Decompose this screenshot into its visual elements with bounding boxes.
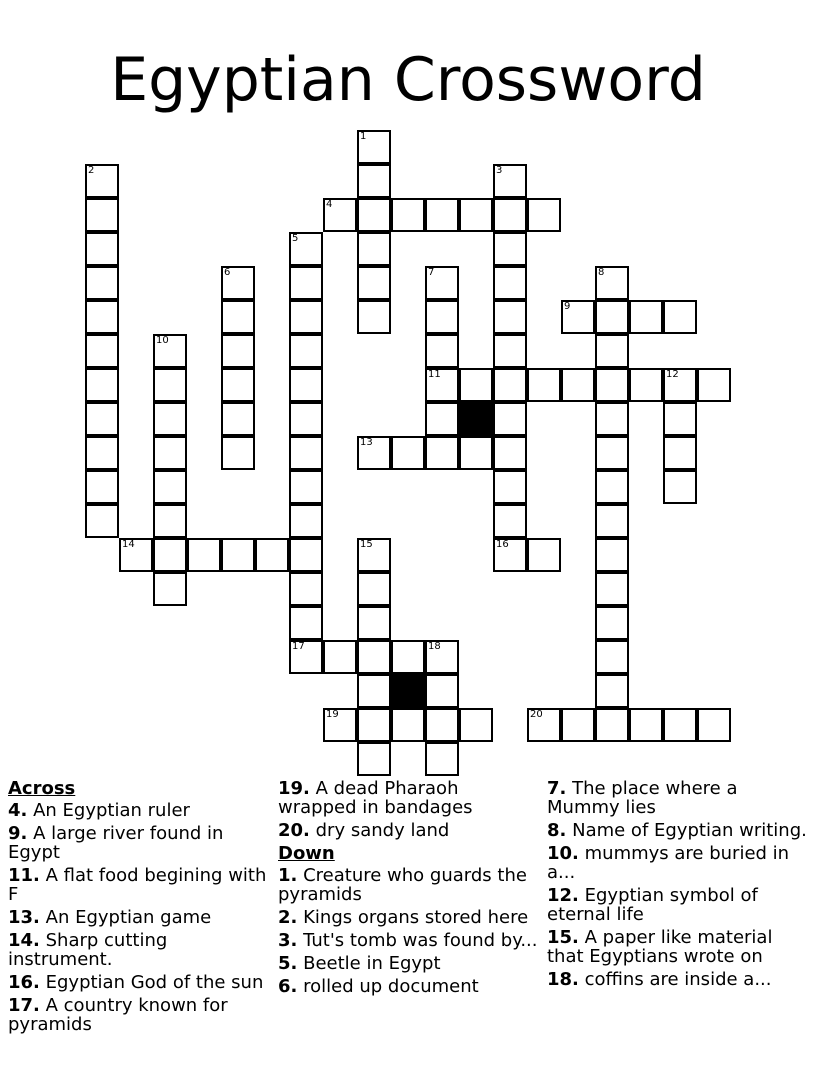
- clue-item: [8, 801, 270, 820]
- clue-number-label: 6.: [278, 976, 298, 997]
- clue-number-label: 17.: [8, 995, 40, 1016]
- clue-item: [278, 977, 540, 996]
- grid-cell[interactable]: [289, 504, 323, 538]
- clue-text: Kings organs stored here: [303, 907, 529, 928]
- clue-text: dry sandy land: [315, 820, 450, 841]
- grid-cell[interactable]: [663, 368, 697, 402]
- clue-number-label: 8.: [547, 820, 567, 841]
- clue-text: Tut's tomb was found by...: [303, 930, 538, 951]
- grid-cell[interactable]: [595, 300, 629, 334]
- grid-cell[interactable]: [595, 470, 629, 504]
- grid-cell[interactable]: [357, 300, 391, 334]
- grid-cell[interactable]: [119, 538, 153, 572]
- grid-cell[interactable]: [357, 708, 391, 742]
- grid-cell[interactable]: [153, 572, 187, 606]
- black-square: [391, 674, 425, 708]
- grid-cell[interactable]: [493, 470, 527, 504]
- clue-text: coffins are inside a...: [584, 969, 772, 990]
- grid-cell[interactable]: [425, 198, 459, 232]
- grid-cell[interactable]: [493, 402, 527, 436]
- clue-number: 7: [428, 267, 435, 278]
- grid-cell[interactable]: [595, 674, 629, 708]
- clue-number-label: 19.: [278, 778, 310, 799]
- grid-cell[interactable]: [425, 266, 459, 300]
- grid-cell[interactable]: [527, 708, 561, 742]
- clue-number: 20: [530, 709, 543, 720]
- grid-cell[interactable]: [697, 368, 731, 402]
- grid-cell[interactable]: [357, 640, 391, 674]
- grid-cell[interactable]: [595, 436, 629, 470]
- grid-cell[interactable]: [493, 368, 527, 402]
- grid-cell[interactable]: [663, 708, 697, 742]
- grid-cell[interactable]: [187, 538, 221, 572]
- grid-cell[interactable]: [629, 368, 663, 402]
- clue-item: [8, 931, 270, 969]
- grid-cell[interactable]: [85, 334, 119, 368]
- clue-number: 14: [122, 539, 135, 550]
- clue-item: [547, 886, 809, 924]
- grid-cell[interactable]: [595, 606, 629, 640]
- grid-cell[interactable]: [221, 436, 255, 470]
- black-square: [459, 402, 493, 436]
- clue-number-label: 18.: [547, 969, 579, 990]
- clue-text: Creature who guards the pyramids: [278, 865, 527, 905]
- clue-number-label: 20.: [278, 820, 310, 841]
- grid-cell[interactable]: [221, 368, 255, 402]
- grid-cell[interactable]: [595, 538, 629, 572]
- grid-cell[interactable]: [595, 572, 629, 606]
- clue-number-label: 1.: [278, 865, 298, 886]
- grid-cell[interactable]: [595, 504, 629, 538]
- clue-text: Egyptian symbol of eternal life: [547, 885, 758, 925]
- grid-cell[interactable]: [357, 198, 391, 232]
- clue-number: 1: [360, 131, 367, 142]
- clue-item: [547, 928, 809, 966]
- grid-cell[interactable]: [493, 198, 527, 232]
- grid-cell[interactable]: [629, 300, 663, 334]
- grid-cell[interactable]: [323, 708, 357, 742]
- grid-cell[interactable]: [697, 708, 731, 742]
- grid-cell[interactable]: [221, 402, 255, 436]
- clue-number-label: 15.: [547, 927, 579, 948]
- grid-cell[interactable]: [425, 300, 459, 334]
- clue-number: 13: [360, 437, 373, 448]
- grid-cell[interactable]: [357, 436, 391, 470]
- grid-cell[interactable]: [595, 708, 629, 742]
- clue-item: [278, 866, 540, 904]
- grid-cell[interactable]: [85, 402, 119, 436]
- grid-cell[interactable]: [391, 198, 425, 232]
- clues-column-3: [547, 779, 809, 993]
- clue-text: An Egyptian game: [45, 907, 212, 928]
- grid-cell[interactable]: [459, 198, 493, 232]
- clue-number-label: 5.: [278, 953, 298, 974]
- clue-item: [278, 954, 540, 973]
- clue-number: 16: [496, 539, 509, 550]
- clue-text: A paper like material that Egyptians wrote on: [547, 927, 773, 967]
- clue-item: [547, 844, 809, 882]
- grid-cell[interactable]: [85, 232, 119, 266]
- grid-cell[interactable]: [85, 504, 119, 538]
- clue-text: A large river found in Egypt: [8, 823, 224, 863]
- clue-item: [547, 779, 809, 817]
- grid-cell[interactable]: [493, 504, 527, 538]
- clue-number: 3: [496, 165, 503, 176]
- grid-cell[interactable]: [391, 708, 425, 742]
- clue-item: [8, 996, 270, 1034]
- grid-cell[interactable]: [663, 470, 697, 504]
- grid-cell[interactable]: [153, 436, 187, 470]
- grid-cell[interactable]: [153, 470, 187, 504]
- grid-cell[interactable]: [323, 640, 357, 674]
- grid-cell[interactable]: [425, 640, 459, 674]
- grid-cell[interactable]: [425, 368, 459, 402]
- grid-cell[interactable]: [357, 232, 391, 266]
- clue-text: mummys are buried in a...: [547, 843, 790, 883]
- grid-cell[interactable]: [85, 368, 119, 402]
- grid-cell[interactable]: [459, 368, 493, 402]
- grid-cell[interactable]: [357, 164, 391, 198]
- grid-cell[interactable]: [289, 572, 323, 606]
- clue-text: Egyptian God of the sun: [45, 972, 264, 993]
- grid-cell[interactable]: [493, 436, 527, 470]
- clue-item: [547, 821, 809, 840]
- grid-cell[interactable]: [85, 266, 119, 300]
- clue-item: [278, 931, 540, 950]
- clue-number-label: 14.: [8, 930, 40, 951]
- clue-number: 15: [360, 539, 373, 550]
- grid-cell[interactable]: [527, 538, 561, 572]
- clue-number: 8: [598, 267, 605, 278]
- grid-cell[interactable]: [85, 470, 119, 504]
- grid-cell[interactable]: [357, 606, 391, 640]
- clue-item: [8, 908, 270, 927]
- grid-cell[interactable]: [153, 334, 187, 368]
- grid-cell[interactable]: [663, 300, 697, 334]
- clue-number-label: 16.: [8, 972, 40, 993]
- grid-cell[interactable]: [289, 470, 323, 504]
- grid-cell[interactable]: [289, 368, 323, 402]
- grid-cell[interactable]: [153, 368, 187, 402]
- grid-cell[interactable]: [289, 266, 323, 300]
- clue-number: 2: [88, 165, 95, 176]
- grid-cell[interactable]: [323, 198, 357, 232]
- grid-cell[interactable]: [357, 674, 391, 708]
- grid-cell[interactable]: [527, 368, 561, 402]
- clue-text: A dead Pharaoh wrapped in bandages: [278, 778, 473, 818]
- grid-cell[interactable]: [493, 334, 527, 368]
- grid-cell[interactable]: [85, 198, 119, 232]
- grid-cell[interactable]: [493, 266, 527, 300]
- clue-number: 4: [326, 199, 333, 210]
- grid-cell[interactable]: [425, 402, 459, 436]
- clue-number: 6: [224, 267, 231, 278]
- grid-cell[interactable]: [221, 266, 255, 300]
- clue-number: 18: [428, 641, 441, 652]
- grid-cell[interactable]: [561, 300, 595, 334]
- clue-number: 19: [326, 709, 339, 720]
- grid-cell[interactable]: [391, 640, 425, 674]
- grid-cell[interactable]: [289, 436, 323, 470]
- grid-cell[interactable]: [289, 334, 323, 368]
- clue-text: A country known for pyramids: [8, 995, 228, 1035]
- clue-text: The place where a Mummy lies: [547, 778, 738, 818]
- grid-cell[interactable]: [221, 334, 255, 368]
- clue-text: Name of Egyptian writing.: [572, 820, 807, 841]
- grid-cell[interactable]: [663, 436, 697, 470]
- grid-cell[interactable]: [595, 266, 629, 300]
- grid-cell[interactable]: [425, 334, 459, 368]
- clue-item: [8, 824, 270, 862]
- clue-item: [8, 973, 270, 992]
- clue-text: An Egyptian ruler: [33, 800, 190, 821]
- grid-cell[interactable]: [561, 368, 595, 402]
- grid-cell[interactable]: [425, 708, 459, 742]
- grid-cell[interactable]: [595, 334, 629, 368]
- clue-number-label: 9.: [8, 823, 28, 844]
- clues-column-2: [278, 779, 540, 1000]
- clue-text: rolled up document: [303, 976, 479, 997]
- grid-cell[interactable]: [629, 708, 663, 742]
- grid-cell[interactable]: [425, 742, 459, 776]
- clue-item: [278, 821, 540, 840]
- grid-cell[interactable]: [289, 402, 323, 436]
- grid-cell[interactable]: [459, 708, 493, 742]
- clue-number-label: 7.: [547, 778, 567, 799]
- grid-cell[interactable]: [289, 538, 323, 572]
- grid-cell[interactable]: [493, 300, 527, 334]
- grid-cell[interactable]: [459, 436, 493, 470]
- clue-number: 5: [292, 233, 299, 244]
- clues-column-1: [8, 779, 270, 1038]
- grid-cell[interactable]: [425, 674, 459, 708]
- grid-cell[interactable]: [85, 300, 119, 334]
- grid-cell[interactable]: [153, 504, 187, 538]
- grid-cell[interactable]: [357, 572, 391, 606]
- grid-cell[interactable]: [391, 436, 425, 470]
- puzzle-title: Egyptian Crossword: [110, 45, 706, 115]
- clue-text: A flat food begining with F: [8, 865, 267, 905]
- grid-cell[interactable]: [289, 606, 323, 640]
- grid-cell[interactable]: [527, 198, 561, 232]
- grid-cell[interactable]: [289, 300, 323, 334]
- grid-cell[interactable]: [85, 436, 119, 470]
- grid-cell[interactable]: [289, 640, 323, 674]
- grid-cell[interactable]: [595, 402, 629, 436]
- clue-item: [278, 779, 540, 817]
- grid-cell[interactable]: [289, 232, 323, 266]
- grid-cell[interactable]: [493, 232, 527, 266]
- clue-number-label: 11.: [8, 865, 40, 886]
- grid-cell[interactable]: [221, 300, 255, 334]
- clue-number-label: 12.: [547, 885, 579, 906]
- grid-cell[interactable]: [221, 538, 255, 572]
- grid-cell[interactable]: [85, 164, 119, 198]
- clue-item: [547, 970, 809, 989]
- grid-cell[interactable]: [595, 368, 629, 402]
- grid-cell[interactable]: [595, 640, 629, 674]
- clue-number: 11: [428, 369, 441, 380]
- grid-cell[interactable]: [663, 402, 697, 436]
- clue-number: 17: [292, 641, 305, 652]
- grid-cell[interactable]: [153, 402, 187, 436]
- clue-item: [278, 908, 540, 927]
- grid-cell[interactable]: [357, 130, 391, 164]
- clue-text: Beetle in Egypt: [303, 953, 441, 974]
- grid-cell[interactable]: [561, 708, 595, 742]
- grid-cell[interactable]: [255, 538, 289, 572]
- grid-cell[interactable]: [493, 538, 527, 572]
- across-header: Across: [8, 778, 76, 799]
- clue-number-label: 13.: [8, 907, 40, 928]
- clue-text: Sharp cutting instrument.: [8, 930, 168, 970]
- grid-cell[interactable]: [357, 538, 391, 572]
- clue-number-label: 4.: [8, 800, 28, 821]
- grid-cell[interactable]: [357, 742, 391, 776]
- grid-cell[interactable]: [425, 436, 459, 470]
- clue-number: 10: [156, 335, 169, 346]
- down-header: Down: [278, 843, 335, 864]
- clue-number: 9: [564, 301, 571, 312]
- grid-cell[interactable]: [153, 538, 187, 572]
- clue-number-label: 3.: [278, 930, 298, 951]
- clue-item: [8, 866, 270, 904]
- clue-number-label: 2.: [278, 907, 298, 928]
- grid-cell[interactable]: [357, 266, 391, 300]
- grid-cell[interactable]: [493, 164, 527, 198]
- clue-number-label: 10.: [547, 843, 579, 864]
- clue-number: 12: [666, 369, 679, 380]
